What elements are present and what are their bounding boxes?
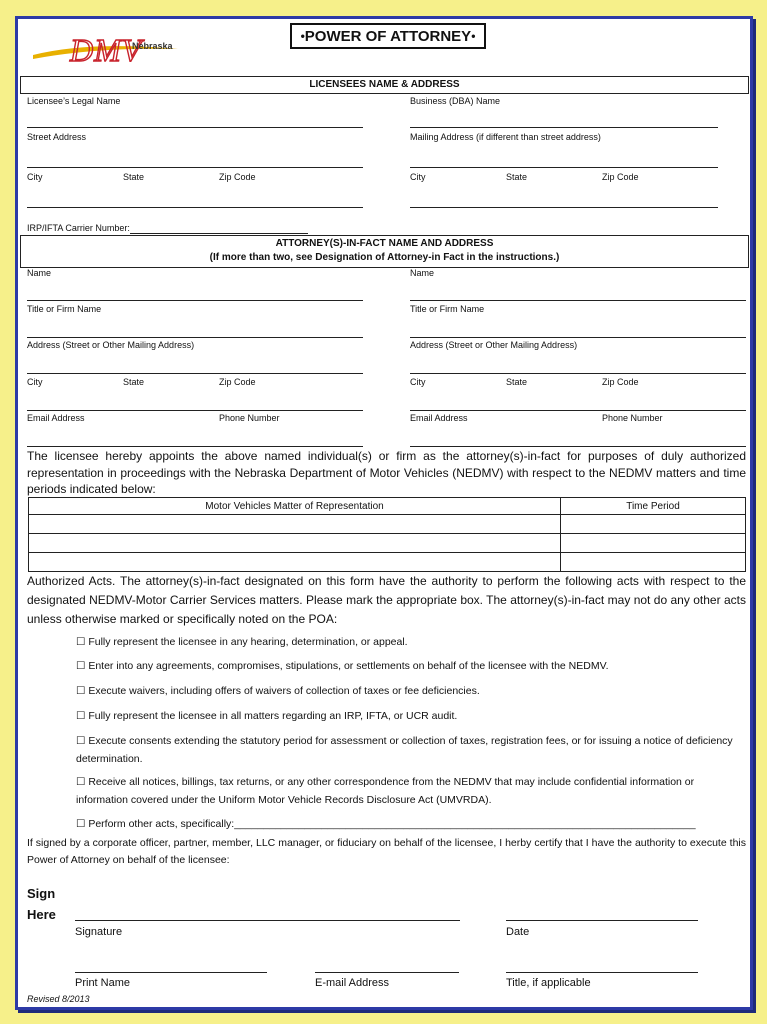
table-header-row [29,498,746,515]
attorney2-title-label: Title or Firm Name [410,304,485,314]
sign-label: Sign [27,886,56,901]
attorney2-email-phone-field[interactable] [410,446,746,447]
attorney1-address-field[interactable] [27,373,363,374]
attorney1-title-field[interactable] [27,337,363,338]
email-address-label: E-mail Address [315,977,389,989]
attorney-heading-text: ATTORNEY(S)-IN-FACT NAME AND ADDRESS [275,238,494,249]
dba-name-field[interactable] [410,127,718,128]
attorney2-address-field[interactable] [410,373,746,374]
act-checkbox-notices[interactable]: ☐ Receive all notices, billings, tax returns, or any other correspondence from the NEDMV that may include confidential information or information covered under the Uniform Motor Vehicle Records Disclosure Act (UMVRDA). [76,776,695,806]
logo-state-text: Nebraska [132,41,173,51]
matter-cell[interactable] [29,534,561,553]
signature-label: Signature [75,926,123,938]
attorney1-name-label: Name [27,268,52,278]
time-period-cell[interactable] [561,553,746,572]
act-checkbox-waivers[interactable]: ☐ Execute waivers, including offers of waivers of collection of taxes or fee deficiencies. [76,685,480,697]
time-period-column-header: Time Period [561,498,746,515]
svg-text:DMV: DMV [70,32,143,68]
title-bullet-left: • [300,29,305,43]
title-field[interactable] [506,972,698,973]
attorney2-state-label: State [506,377,528,387]
title-bullet-right: • [471,29,476,43]
state-label: State [123,172,145,182]
attorney1-phone-label: Phone Number [219,413,280,423]
act-checkbox-hearing[interactable]: ☐ Fully represent the licensee in any hearing, determination, or appeal. [76,636,408,648]
street-address-label: Street Address [27,132,87,142]
form-page [15,16,753,1010]
dmv-logo [28,23,188,73]
legal-name-label: Licensee’s Legal Name [27,96,121,106]
attorney1-city-field[interactable] [27,410,363,411]
attorney2-email-label: Email Address [410,413,468,423]
matters-table [28,497,746,572]
page-title-text: POWER OF ATTORNEY [304,27,472,45]
revised-date: Revised 8/2013 [27,994,90,1004]
attorney-heading [20,235,749,268]
table-row [29,534,746,553]
attorney1-state-label: State [123,377,145,387]
authorized-acts-text: Authorized Acts. The attorney(s)-in-fact designated on this form have the authority to perform the following acts with respect to the designated NEDMV-Motor Carrier Services matters. Please mark the appropriate box. The attorney(s)-in-fact may not do any other acts unless otherwise marked or specifically noted on the POA: [27,574,746,626]
date-field[interactable] [506,920,698,921]
page-title [290,23,486,49]
attorney1-city-label: City [27,377,43,387]
dba-name-label: Business (DBA) Name [410,96,501,106]
attorney2-zip-label: Zip Code [602,377,639,387]
attorney2-name-field[interactable] [410,300,746,301]
mail-city-label: City [410,172,426,182]
act-checkbox-agreements[interactable]: ☐ Enter into any agreements, compromises, stipulations, or settlements on behalf of the licensee with the NEDMV. [76,660,609,672]
city-label: City [27,172,43,182]
attorney1-email-label: Email Address [27,413,85,423]
attorney2-name-label: Name [410,268,435,278]
print-name-label: Print Name [75,977,131,989]
attorney1-title-label: Title or Firm Name [27,304,102,314]
mail-city-state-zip-field[interactable] [410,207,718,208]
attorney2-city-label: City [410,377,426,387]
matter-cell[interactable] [29,515,561,534]
act-checkbox-audit[interactable]: ☐ Fully represent the licensee in all matters regarding an IRP, IFTA, or UCR audit. [76,710,458,722]
attorney2-address-label: Address (Street or Other Mailing Address) [410,340,578,350]
city-state-zip-field[interactable] [27,207,363,208]
act-checkbox-other[interactable]: ☐ Perform other acts, specifically:_______________________________________________________________________________ [76,818,696,830]
mailing-address-field[interactable] [410,167,718,168]
attorney2-phone-label: Phone Number [602,413,663,423]
here-label: Here [27,907,56,922]
attorney2-city-field[interactable] [410,410,746,411]
mail-zip-label: Zip Code [602,172,639,182]
legal-name-field[interactable] [27,127,363,128]
mailing-address-label: Mailing Address (if different than street address) [410,132,601,142]
appointment-text: The licensee hereby appoints the above named individual(s) or firm as the attorney(s)-in-fact for purposes of duly authorized representation in proceedings with the Nebraska Department of Motor Vehicles (NEDMV) with respect to the NEDMV matters and time periods indicated below: [27,449,746,496]
date-label: Date [506,926,530,938]
table-row [29,515,746,534]
attorney1-zip-label: Zip Code [219,377,256,387]
irp-ifta-label: IRP/IFTA Carrier Number: [27,223,130,233]
licensee-heading: LICENSEES NAME & ADDRESS [20,76,749,94]
attorney-subheading: (If more than two, see Designation of Attorney-in Fact in the instructions.) [209,252,560,263]
attorney1-name-field[interactable] [27,300,363,301]
certify-text: If signed by a corporate officer, partner, member, LLC manager, or fiduciary on behalf of the licensee, I herby certify that I have the authority to execute this Power of Attorney on behalf of the licensee: [27,837,746,866]
zip-label: Zip Code [219,172,256,182]
attorney1-email-phone-field[interactable] [27,446,363,447]
matter-cell[interactable] [29,553,561,572]
mail-state-label: State [506,172,528,182]
attorney1-address-label: Address (Street or Other Mailing Address) [27,340,195,350]
print-name-field[interactable] [75,972,267,973]
act-checkbox-consents[interactable]: ☐ Execute consents extending the statutory period for assessment or collection of taxes, registration fees, or for issuing a notice of deficiency determination. [76,735,733,765]
time-period-cell[interactable] [561,534,746,553]
time-period-cell[interactable] [561,515,746,534]
street-address-field[interactable] [27,167,363,168]
matter-column-header: Motor Vehicles Matter of Representation [29,498,561,515]
title-label: Title, if applicable [506,977,591,989]
attorney2-title-field[interactable] [410,337,746,338]
irp-ifta-field[interactable] [130,233,308,234]
signature-field[interactable] [75,920,460,921]
table-row [29,553,746,572]
email-address-field[interactable] [315,972,459,973]
